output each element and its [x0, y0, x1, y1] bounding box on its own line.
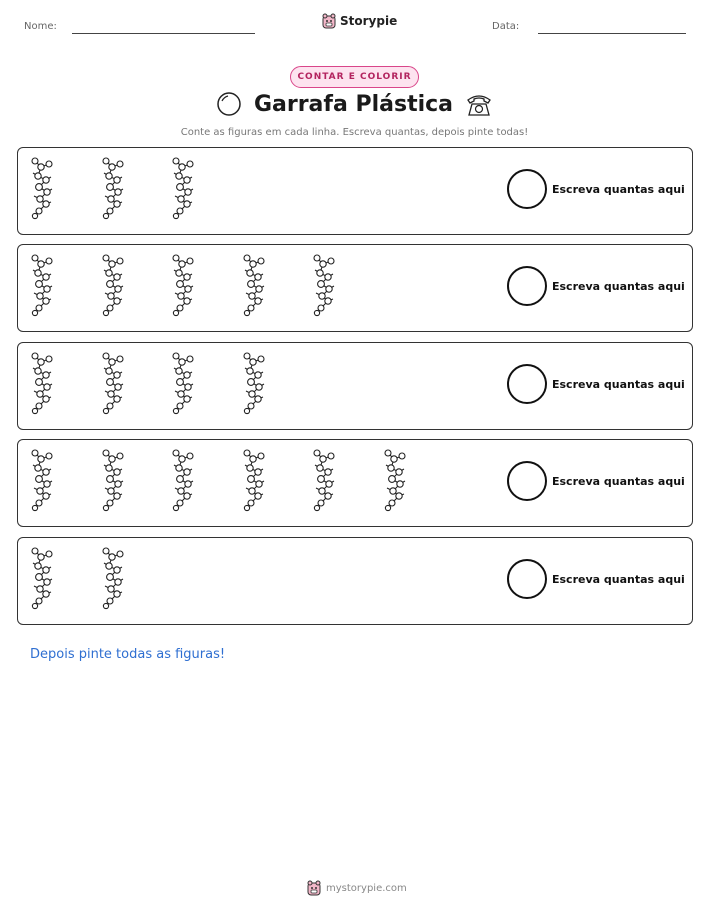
date-label: Data: — [492, 21, 520, 32]
count-row — [17, 537, 693, 625]
answer-area — [507, 559, 685, 599]
brand — [322, 13, 397, 29]
telephone-icon — [465, 90, 493, 118]
count-row — [17, 244, 693, 332]
brand-name: Storypie — [340, 14, 398, 28]
title-row — [0, 90, 709, 118]
answer-circle[interactable] — [507, 461, 547, 501]
molecule-chain-icon — [169, 156, 197, 220]
answer-area — [507, 364, 685, 404]
molecule-chain-icon — [28, 546, 56, 610]
molecule-chain-icon — [99, 351, 127, 415]
count-row — [17, 439, 693, 527]
footer-url: mystorypie.com — [326, 882, 407, 894]
molecule-chain-icon — [99, 253, 127, 317]
answer-circle[interactable] — [507, 364, 547, 404]
count-row — [17, 147, 693, 235]
answer-circle[interactable] — [507, 266, 547, 306]
storypie-logo-icon — [307, 880, 321, 896]
bottom-brand — [307, 880, 407, 896]
molecule-chain-icon — [28, 351, 56, 415]
molecule-chain-icon — [240, 448, 268, 512]
answer-circle[interactable] — [507, 169, 547, 209]
molecule-chain-icon — [169, 448, 197, 512]
molecule-chain-icon — [169, 351, 197, 415]
answer-label: Escreva quantas aqui — [552, 182, 685, 196]
molecule-chain-icon — [99, 156, 127, 220]
molecule-chain-icon — [310, 448, 338, 512]
page-title: Garrafa Plástica — [253, 91, 454, 117]
answer-label: Escreva quantas aqui — [552, 377, 685, 391]
footer-note: Depois pinte todas as figuras! — [30, 647, 226, 662]
answer-area — [507, 266, 685, 306]
instructions: Conte as figuras em cada linha. Escreva quantas, depois pinte todas! — [180, 127, 529, 138]
name-label: Nome: — [24, 21, 57, 32]
answer-label: Escreva quantas aqui — [552, 572, 685, 586]
molecule-chain-icon — [99, 546, 127, 610]
molecule-chain-icon — [99, 448, 127, 512]
molecule-chain-icon — [28, 253, 56, 317]
name-line — [72, 33, 255, 34]
molecule-chain-icon — [28, 156, 56, 220]
answer-label: Escreva quantas aqui — [552, 474, 685, 488]
molecule-chain-icon — [169, 253, 197, 317]
molecule-chain-icon — [28, 448, 56, 512]
molecule-chain-icon — [240, 351, 268, 415]
bubble-icon — [216, 91, 242, 117]
category-badge: CONTAR E COLORIR — [290, 66, 419, 88]
molecule-chain-icon — [240, 253, 268, 317]
date-line — [538, 33, 686, 34]
answer-area — [507, 461, 685, 501]
molecule-chain-icon — [381, 448, 409, 512]
answer-label: Escreva quantas aqui — [552, 279, 685, 293]
answer-circle[interactable] — [507, 559, 547, 599]
storypie-logo-icon — [322, 13, 336, 29]
answer-area — [507, 169, 685, 209]
count-row — [17, 342, 693, 430]
molecule-chain-icon — [310, 253, 338, 317]
